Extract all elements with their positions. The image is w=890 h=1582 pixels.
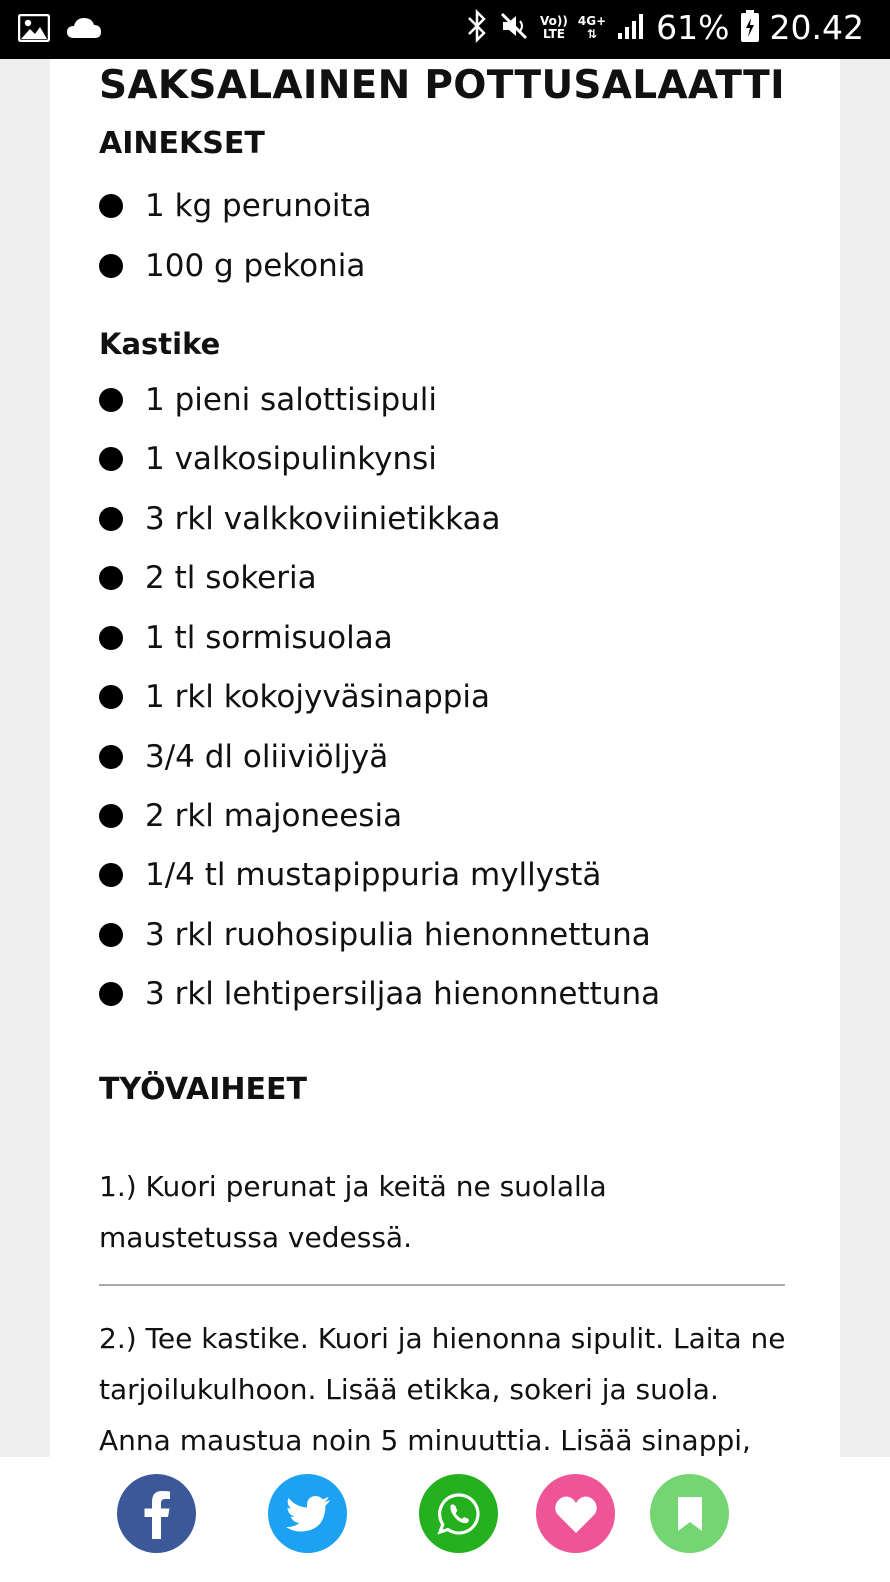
twitter-icon (285, 1495, 331, 1533)
sauce-ingredient-item (99, 915, 651, 955)
bullet-icon (99, 388, 123, 412)
ingredient-text: 2 rkl majoneesia (145, 798, 403, 834)
bullet-icon (99, 804, 123, 828)
step-divider (99, 1284, 785, 1286)
data-arrows-icon: ⇅ (586, 26, 598, 41)
battery-percent: 61% (656, 8, 730, 47)
ingredient-text: 1 kg perunoita (145, 188, 372, 224)
share-bar (0, 1457, 890, 1582)
ingredient-text: 3 rkl valkkoviinietikkaa (145, 501, 501, 537)
bullet-icon (99, 923, 123, 947)
volte-bottom-label: LTE (542, 26, 565, 41)
signal-icon (616, 11, 646, 45)
bullet-icon (99, 982, 123, 1006)
ingredient-text: 1 pieni salottisipuli (145, 382, 438, 418)
twitter-share-button[interactable] (268, 1474, 347, 1553)
bullet-icon (99, 745, 123, 769)
volte-indicator (540, 15, 568, 41)
ingredient-text: 1 valkosipulinkynsi (145, 441, 437, 477)
sauce-ingredient-item (99, 737, 388, 777)
ingredient-item (99, 246, 365, 286)
sauce-ingredient-item (99, 855, 601, 895)
bullet-icon (99, 507, 123, 531)
favorite-button[interactable] (536, 1474, 615, 1553)
battery-icon (740, 9, 760, 47)
bluetooth-icon (466, 9, 488, 47)
ingredient-text: 1 tl sormisuolaa (145, 620, 393, 656)
whatsapp-share-button[interactable] (419, 1474, 498, 1553)
step-1: 1.) Kuori perunat ja keitä ne suolalla maustetussa vedessä. (99, 1170, 607, 1254)
sauce-ingredient-item (99, 677, 490, 717)
ingredients-heading: AINEKSET (99, 126, 265, 161)
bullet-icon (99, 194, 123, 218)
network-type-label: 4G+ (577, 13, 607, 28)
sauce-ingredient-item (99, 380, 437, 420)
steps-heading: TYÖVAIHEET (99, 1072, 307, 1107)
bullet-icon (99, 685, 123, 709)
recipe-card (50, 59, 840, 1469)
bookmark-icon (676, 1495, 704, 1533)
sauce-ingredient-item (99, 618, 393, 658)
ingredient-text: 2 tl sokeria (145, 560, 317, 596)
ingredient-text: 100 g pekonia (145, 248, 366, 284)
status-bar (0, 0, 890, 59)
network-type (578, 15, 606, 41)
clock: 20.42 (769, 8, 864, 47)
bullet-icon (99, 447, 123, 471)
ingredient-text: 3 rkl ruohosipulia hienonnettuna (145, 917, 651, 953)
sauce-ingredient-item (99, 974, 660, 1014)
facebook-share-button[interactable] (117, 1474, 196, 1553)
volte-top-label: Vo)) (540, 13, 568, 28)
heart-icon (554, 1494, 598, 1534)
ingredient-item (99, 186, 372, 226)
sauce-ingredient-item (99, 499, 501, 539)
facebook-icon (137, 1489, 177, 1539)
step-2: 2.) Tee kastike. Kuori ja hienonna sipulit. Laita ne tarjoilukulhoon. Lisää etikka, sokeri ja suola. Anna maustua noin 5 minuuttia. Lisää sinappi, (99, 1322, 786, 1457)
ingredient-text: 1 rkl kokojyväsinappia (145, 679, 491, 715)
bullet-icon (99, 254, 123, 278)
sauce-ingredient-item (99, 796, 402, 836)
bookmark-button[interactable] (650, 1474, 729, 1553)
whatsapp-icon (437, 1492, 481, 1536)
sauce-ingredient-item (99, 439, 437, 479)
sauce-ingredient-item (99, 558, 317, 598)
bullet-icon (99, 626, 123, 650)
recipe-title: SAKSALAINEN POTTUSALAATTI (99, 63, 785, 108)
mute-icon (498, 10, 530, 46)
cloud-notification-icon (66, 16, 102, 44)
bullet-icon (99, 566, 123, 590)
sauce-heading: Kastike (99, 327, 221, 361)
ingredient-text: 3/4 dl oliiviöljyä (145, 739, 389, 775)
gallery-notification-icon (18, 14, 50, 46)
bullet-icon (99, 863, 123, 887)
ingredient-text: 3 rkl lehtipersiljaa hienonnettuna (145, 976, 661, 1012)
ingredient-text: 1/4 tl mustapippuria myllystä (145, 857, 602, 893)
